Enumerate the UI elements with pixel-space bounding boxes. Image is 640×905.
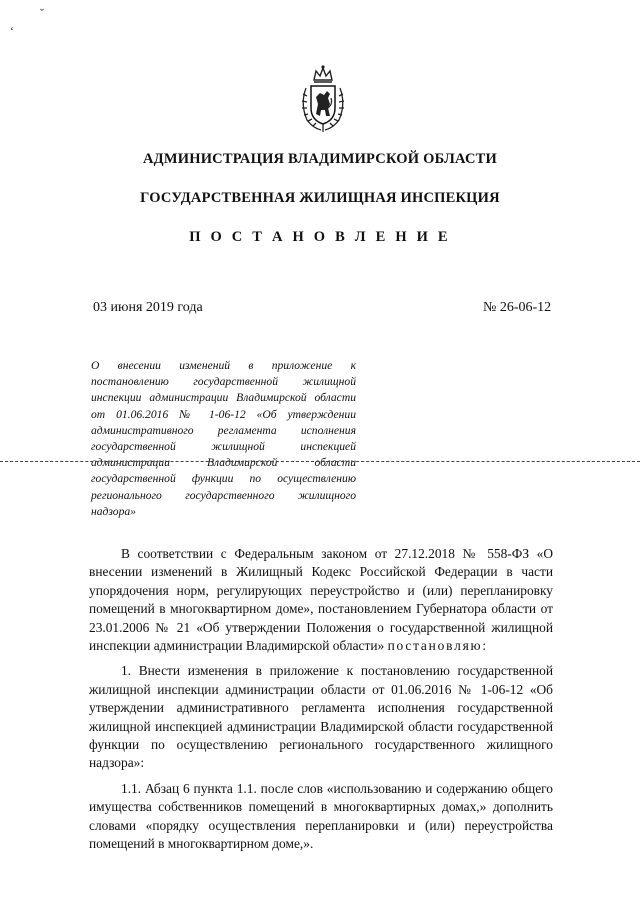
administration-title: АДМИНИСТРАЦИЯ ВЛАДИМИРСКОЙ ОБЛАСТИ [143, 151, 497, 167]
document-number: № 26-06-12 [483, 300, 552, 315]
preamble-text: В соответствии с Федеральным законом от 27.12.2018 № 558-ФЗ «О внесении изменений в Жилищный Кодекс Российской Федерации в части упорядочения норм, регулирующих переустройство и (или) перепланировку помещений в многоквартирном доме», постановлением Губернатора области от 23.01.2006 № 21 «Об утверждении Положения о государственной жилищной инспекции администрации Владимирской области» [89, 546, 553, 654]
scan-mark: ‘ [10, 24, 14, 38]
inspection-title: ГОСУДАРСТВЕННАЯ ЖИЛИЩНАЯ ИНСПЕКЦИЯ [140, 190, 500, 206]
document-subject: О внесении изменений в приложение к постановлению государственной жилищной инспекции администрации Владимирской области от 01.06.2016 № 1-06-12 «Об утверждении административного регламента исполнения государственной жилищной инспекцией администрации Владимирской области государственной функции по осуществлению регионального государственного жилищного надзора» [91, 359, 356, 518]
page-fold-divider [0, 461, 640, 462]
document-date: 03 июня 2019 года [93, 300, 203, 315]
decree-word: постановляю: [387, 638, 488, 654]
preamble-paragraph [89, 545, 553, 655]
document-body [89, 545, 553, 861]
item-1-1-paragraph: 1.1. Абзац 6 пункта 1.1. после слов «использованию и содержанию общего имущества собственников помещений в многоквартирных домах,» дополнить словами «порядку осуществления перепланировки и (или) переустройства помещений в многоквартирном доме,». [89, 780, 553, 852]
document-type-title: П О С Т А Н О В Л Е Н И Е [189, 229, 451, 245]
coat-of-arms-icon [297, 64, 349, 134]
item-1-paragraph: 1. Внести изменения в приложение к постановлению государственной жилищной инспекции администрации области от 01.06.2016 № 1-06-12 «Об утверждении административного регламента исполнения государственной жилищной инспекцией администрации Владимирской области государственной функции по осуществлению регионального государственного жилищного надзора»: [89, 663, 553, 771]
scan-mark: ˇ [40, 6, 44, 20]
